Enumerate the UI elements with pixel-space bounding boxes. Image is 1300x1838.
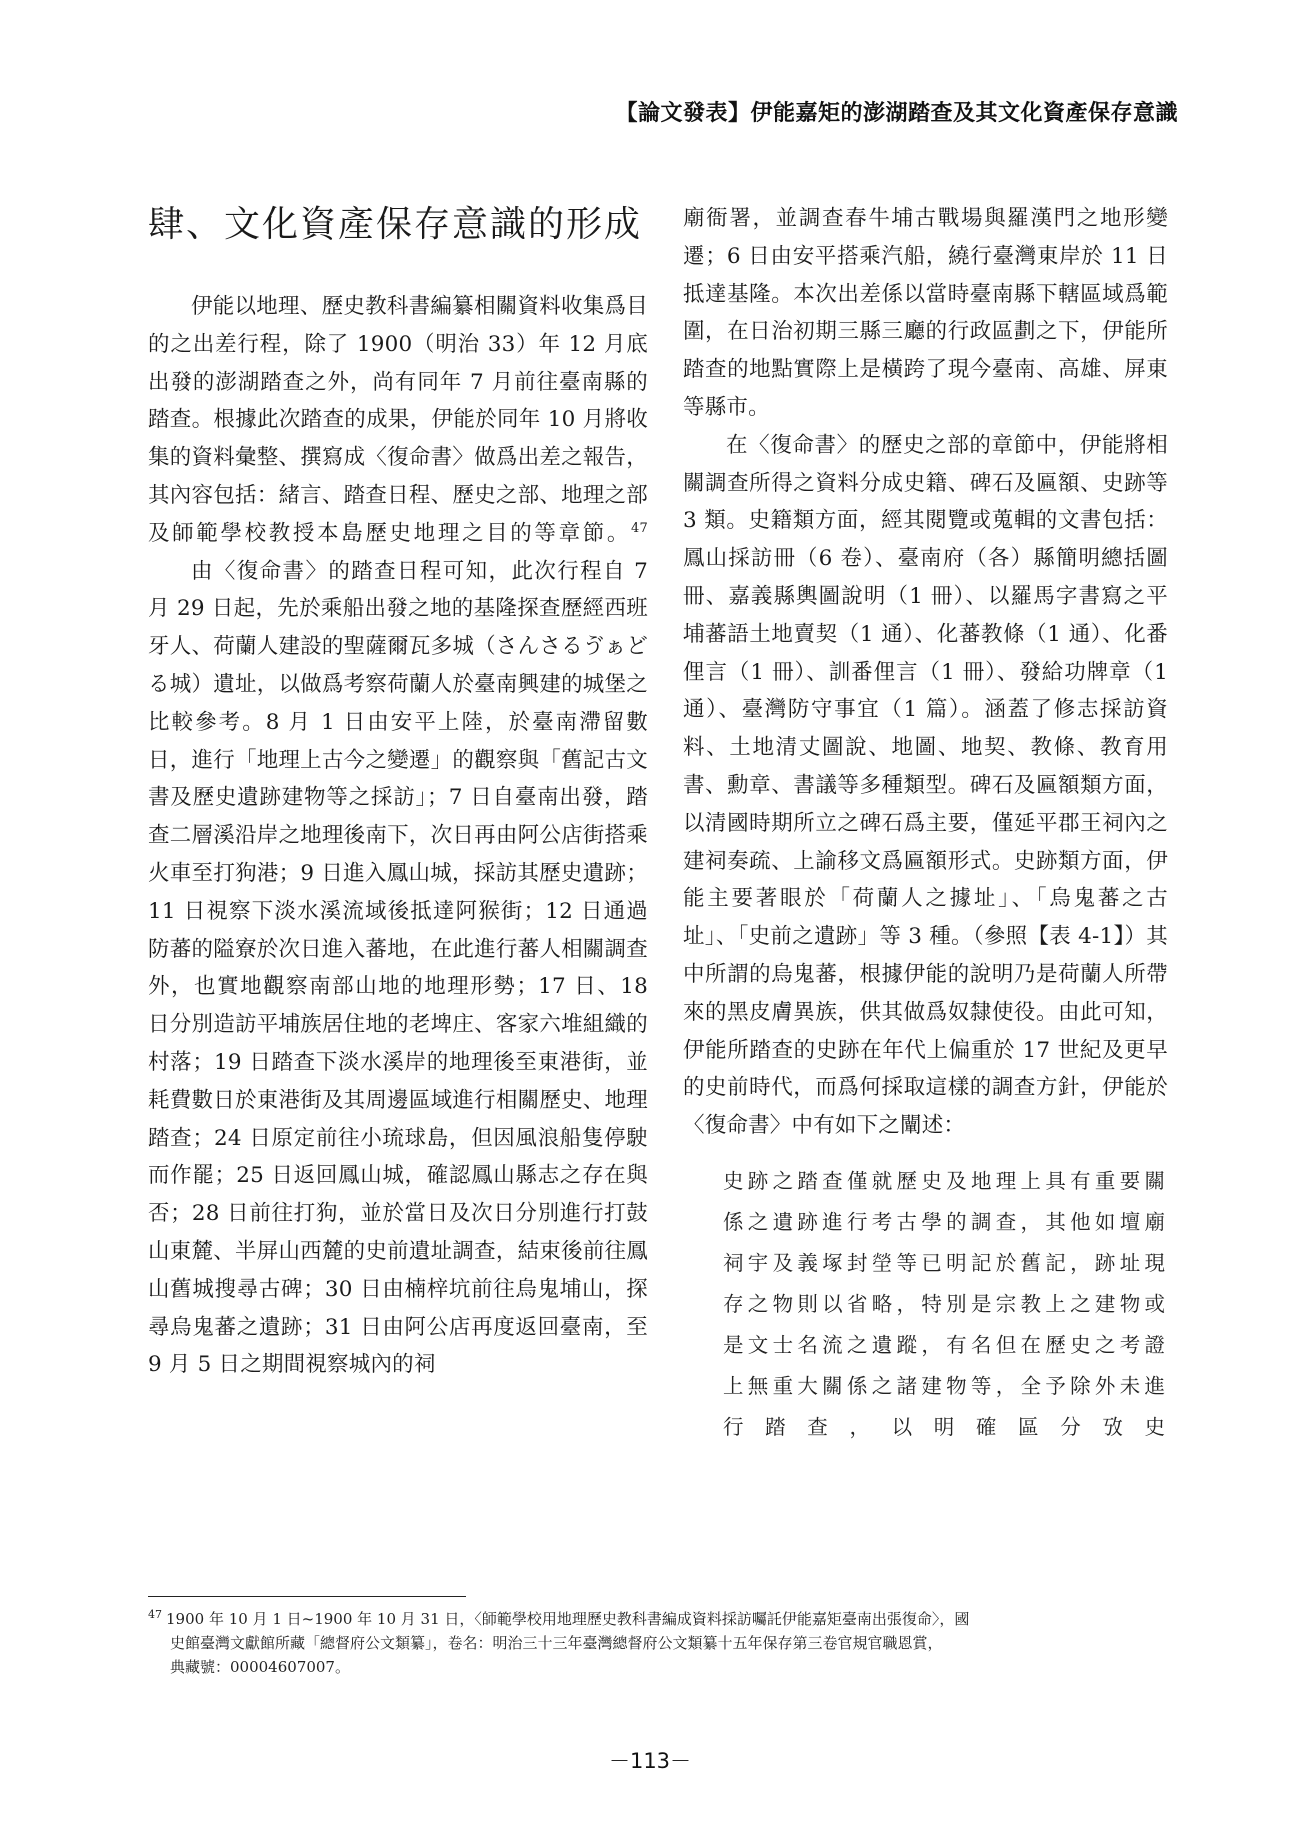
section-title: 肆、文化資產保存意識的形成 [148,204,643,245]
left-column [148,200,648,1384]
page-number: －113－ [608,1749,692,1773]
paragraph-1 [148,288,648,553]
footnote-line: 史館臺灣文獻館所藏「總督府公文類纂」，卷名：明治三十三年臺灣總督府公文類纂十五年保存第三卷官規官職恩賞， [170,1634,943,1652]
footnote-line: 典藏號：00004607007。 [170,1658,350,1676]
footnote-line [148,1607,1178,1631]
footnote-ref-47[interactable]: 47 [631,520,648,536]
footnote-line-text: 1900 年 10 月 1 日~1900 年 10 月 31 日，〈師範學校用地理歷史教科書編成資料採訪囑託伊能嘉矩臺南出張復命〉，國 [166,1610,970,1628]
right-column [683,200,1168,1448]
paragraph-1-text: 伊能以地理、歷史教科書編纂相關資料收集爲目的之出差行程，除了 1900（明治 33）年 12 月底出發的澎湖踏查之外，尚有同年 7 月前往臺南縣的踏查。根據此次踏查的成果，伊能於同年 10 月將收集的資料彙整、撰寫成〈復命書〉做爲出差之報告，其內容包括：緒言、踏查日程、歷史之部、地理之部及師範學校教授本島歷史地理之目的等章節。 [148,294,648,546]
paragraph-4: 在〈復命書〉的歷史之部的章節中，伊能將相關調查所得之資料分成史籍、碑石及匾額、史跡等 3 類。史籍類方面，經其閱覽或蒐輯的文書包括：鳳山採訪冊（6 卷）、臺南府（各）縣簡明總括圖冊、嘉義縣輿圖說明（1 冊）、以羅馬字書寫之平埔蕃語土地賣契（1 通）、化蕃教條（1 通）、化番俚言（1 冊）、訓番俚言（1 冊）、發給功牌章（1 通）、臺灣防守事宜（1 篇）。涵蓋了修志採訪資料、土地清丈圖說、地圖、地契、教條、教育用書、勳章、書議等多種類型。碑石及匾額類方面，以清國時期所立之碑石爲主要，僅延平郡王祠內之建祠奏疏、上諭移文爲匾額形式。史跡類方面，伊能主要著眼於「荷蘭人之據址」、「烏鬼蕃之古址」、「史前之遺跡」等 3 種。（參照【表 4-1】）其中所謂的烏鬼蕃，根據伊能的說明乃是荷蘭人所帶來的黑皮膚異族，供其做爲奴隸使役。由此可知，伊能所踏查的史跡在年代上偏重於 17 世紀及更早的史前時代，而爲何採取這樣的調查方針，伊能於〈復命書〉中有如下之闡述： [683,432,1168,1139]
footnote-number: 47 [148,1608,162,1621]
running-head: 【論文發表】伊能嘉矩的澎湖踏查及其文化資產保存意識 [615,101,1178,126]
paragraph-3: 廟衙署，並調查春牛埔古戰場與羅漢門之地形變遷；6 日由安平搭乘汽船，繞行臺灣東岸於 11 日抵達基隆。本次出差係以當時臺南縣下轄區域爲範圍，在日治初期三縣三廳的行政區劃之下，伊能所踏查的地點實際上是橫跨了現今臺南、高雄、屏東等縣市。 [683,206,1168,420]
block-quote: 史跡之踏查僅就歷史及地理上具有重要關係之遺跡進行考古學的調查，其他如壇廟祠宇及義塚封塋等已明記於舊記，跡址現存之物則以省略，特別是宗教上之建物或是文士名流之遺蹤，有名但在歷史之考證上無重大關係之諸建物等，全予除外未進行踏查，以明確區分攷史 [723,1168,1168,1439]
footnote-divider [148,1596,466,1597]
paragraph-2: 由〈復命書〉的踏查日程可知，此次行程自 7 月 29 日起，先於乘船出發之地的基隆探查歷經西班牙人、荷蘭人建設的聖薩爾瓦多城（さんさるゔぁどる城）遺址，以做爲考察荷蘭人於臺南興建的城堡之比較參考。8 月 1 日由安平上陸，於臺南滯留數日，進行「地理上古今之變遷」的觀察與「舊記古文書及歷史遺跡建物等之採訪」；7 日自臺南出發，踏查二層溪沿岸之地理後南下，次日再由阿公店街搭乘火車至打狗港；9 日進入鳳山城，採訪其歷史遺跡；11 日視察下淡水溪流域後抵達阿猴街；12 日通過防蕃的隘寮於次日進入蕃地，在此進行蕃人相關調查外，也實地觀察南部山地的地理形勢；17 日、18 日分別造訪平埔族居住地的老埤庄、客家六堆組織的村落；19 日踏查下淡水溪岸的地理後至東港街，並耗費數日於東港街及其周邊區域進行相關歷史、地理踏查；24 日原定前往小琉球島，但因風浪船隻停駛而作罷；25 日返回鳳山城，確認鳳山縣志之存在與否；28 日前往打狗，並於當日及次日分別進行打鼓山東麓、半屏山西麓的史前遺址調查，結束後前往鳳山舊城搜尋古碑；30 日由楠梓坑前往烏鬼埔山，探尋烏鬼蕃之遺跡；31 日由阿公店再度返回臺南，至 9 月 5 日之期間視察城內的祠 [148,558,648,1378]
footnote-47 [148,1607,1178,1679]
